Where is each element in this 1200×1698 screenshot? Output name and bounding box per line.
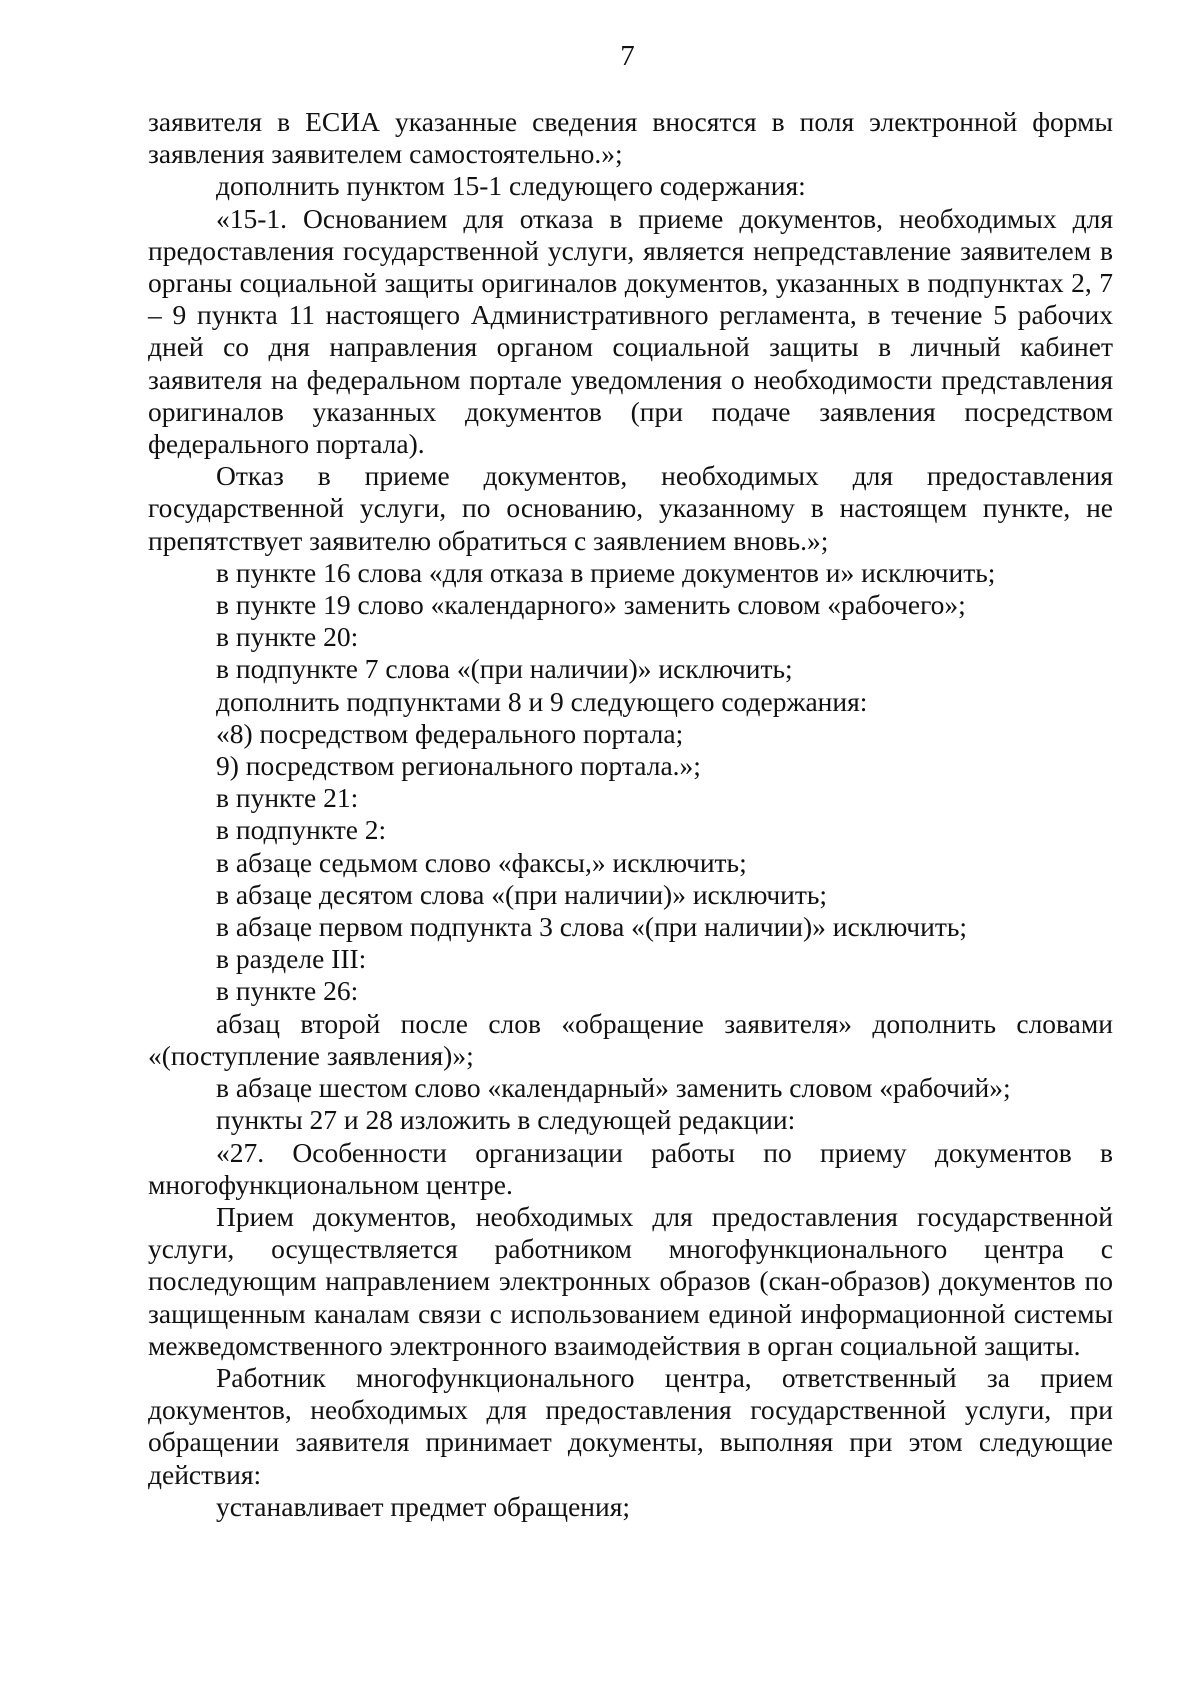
paragraph: Работник многофункционального центра, ответственный за прием документов, необходимых для предоставления государственной услуги, при обращении заявителя принимает документы, выполняя при этом следующие действия: [148,1361,1113,1490]
paragraph: Отказ в приеме документов, необходимых для предоставления государственной услуги, по основанию, указанному в настоящем пункте, не препятствует заявителю обратиться с заявлением вновь.»; [148,460,1113,556]
paragraph: в абзаце седьмом слово «факсы,» исключить; [216,846,747,878]
paragraph: в подпункте 2: [216,814,387,846]
paragraph: в абзаце первом подпункта 3 слова «(при наличии)» исключить; [216,911,968,943]
paragraph: «15-1. Основанием для отказа в приеме документов, необходимых для предоставления государственной услуги, является непредставление заявителем в органы социальной защиты оригиналов документов, указанных в подпунктах 2, 7 – 9 пункта 11 настоящего Административного регламента, в течение 5 рабочих дней со дня направления органом социальной защиты в личный кабинет заявителя на федеральном портале уведомления о необходимости представления оригиналов указанных документов (при подаче заявления посредством федерального портала). [148,202,1113,460]
paragraph: 9) посредством регионального портала.»; [216,750,701,782]
page-number: 7 [620,40,635,72]
paragraph: в абзаце десятом слова «(при наличии)» исключить; [216,878,828,910]
paragraph: в пункте 26: [216,975,359,1007]
paragraph: дополнить подпунктами 8 и 9 следующего содержания: [216,685,868,717]
paragraph: в пункте 16 слова «для отказа в приеме документов и» исключить; [216,556,996,588]
paragraph: в пункте 19 слово «календарного» заменить словом «рабочего»; [216,589,966,621]
paragraph: устанавливает предмет обращения; [216,1490,631,1522]
paragraph: «27. Особенности организации работы по приему документов в многофункциональном центре. [148,1136,1113,1200]
paragraph: «8) посредством федерального портала; [216,717,684,749]
paragraph: абзац второй после слов «обращение заявителя» дополнить словами «(поступление заявления)»; [148,1007,1113,1071]
document-body [148,106,1113,1523]
paragraph: в подпункте 7 слова «(при наличии)» исключить; [216,653,793,685]
paragraph: пункты 27 и 28 изложить в следующей редакции: [216,1104,796,1136]
paragraph: в пункте 20: [216,621,359,653]
paragraph: в пункте 21: [216,782,359,814]
paragraph: Прием документов, необходимых для предоставления государственной услуги, осуществляется работником многофункционального центра с последующим направлением электронных образов (скан-образов) документов по защищенным каналам связи с использованием единой информационной системы межведомственного электронного взаимодействия в орган социальной защиты. [148,1200,1113,1361]
paragraph: дополнить пунктом 15-1 следующего содержания: [216,170,806,202]
paragraph: заявителя в ЕСИА указанные сведения вносятся в поля электронной формы заявления заявителем самостоятельно.»; [148,106,1113,170]
paragraph: в разделе III: [216,943,367,975]
paragraph: в абзаце шестом слово «календарный» заменить словом «рабочий»; [216,1072,1011,1104]
